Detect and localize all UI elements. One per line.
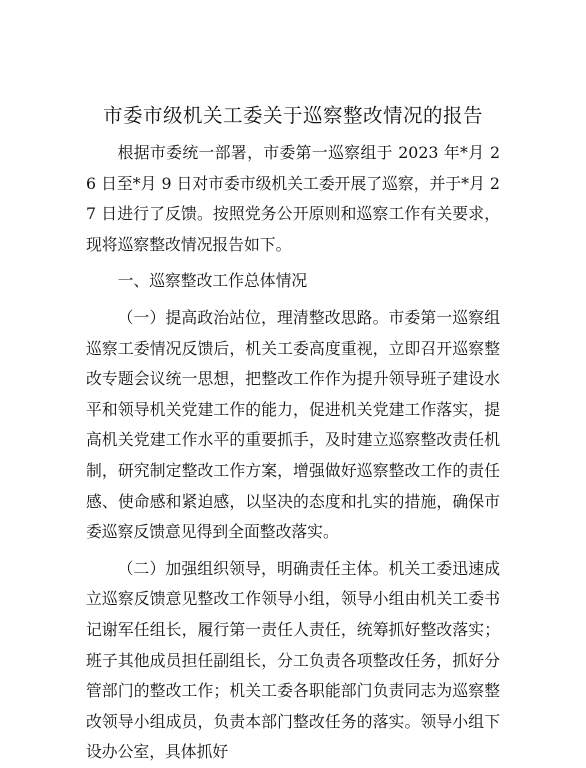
body-paragraph-2: （二）加强组织领导，明确责任主体。机关工委迅速成立巡察反馈意见整改工作领导小组，领导小组由机关工委书记谢军任组长，履行第一责任人责任，统筹抓好整改落实；班子其他成员担任副组长，分工负责各项整改任务，抓好分管部门的整改工作；机关工委各职能部门负责同志为巡察整改领导小组成员，负责本部门整改任务的落实。领导小组下设办公室，具体抓好 xyxy=(86,558,500,762)
intro-paragraph: 根据市委统一部署，市委第一巡察组于 2023 年*月 26 日至*月 9 日对市委市级机关工委开展了巡察，并于*月 27 日进行了反馈。按照党务公开原则和巡察工作有关要求，现将巡察整改情况报告如下。 xyxy=(86,143,500,254)
body-paragraph-1: （一）提高政治站位，理清整改思路。市委第一巡察组巡察工委情况反馈后，机关工委高度重视，立即召开巡察整改专题会议统一思想，把整改工作作为提升领导班子建设水平和领导机关党建工作的能力，促进机关党建工作落实，提高机关党建工作水平的重要抓手，及时建立巡察整改责任机制，研究制定整改工作方案，增强做好巡察整改工作的责任感、使命感和紧迫感，以坚决的态度和扎实的措施，确保市委巡察反馈意见得到全面整改落实。 xyxy=(86,307,500,542)
section-heading: 一、巡察整改工作总体情况 xyxy=(117,271,308,291)
document-title: 市委市级机关工委关于巡察整改情况的报告 xyxy=(102,104,483,127)
